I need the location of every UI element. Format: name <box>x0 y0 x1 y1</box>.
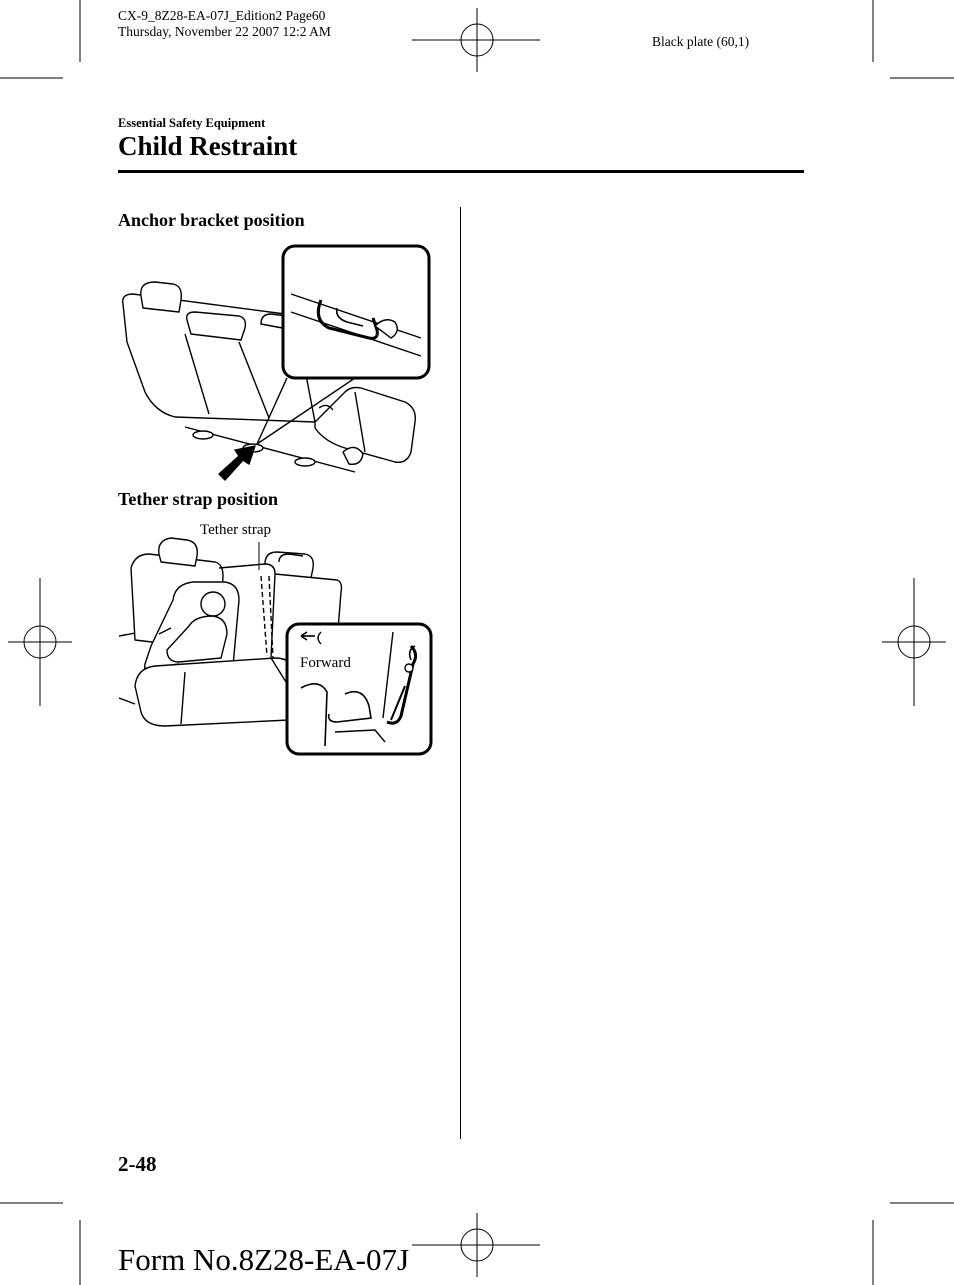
form-number: Form No.8Z28-EA-07J <box>118 1242 410 1277</box>
forward-direction-label: Forward <box>300 655 351 671</box>
anchor-figure-heading: Anchor bracket position <box>118 210 305 230</box>
anchor-bracket-illustration <box>115 242 435 482</box>
print-header-timestamp: Thursday, November 22 2007 12:2 AM <box>118 24 331 39</box>
section-label: Essential Safety Equipment <box>118 116 266 130</box>
tether-strap-illustration <box>115 518 435 758</box>
print-header-file: CX-9_8Z28-EA-07J_Edition2 Page60 <box>118 8 326 23</box>
page-title: Child Restraint <box>118 131 298 161</box>
tether-figure-heading: Tether strap position <box>118 489 279 509</box>
plate-label: Black plate (60,1) <box>652 34 750 49</box>
column-divider <box>460 207 461 1139</box>
print-header <box>118 8 331 40</box>
page-number: 2-48 <box>118 1152 157 1176</box>
tether-strap-callout: Tether strap <box>200 522 272 538</box>
title-rule <box>118 170 804 173</box>
